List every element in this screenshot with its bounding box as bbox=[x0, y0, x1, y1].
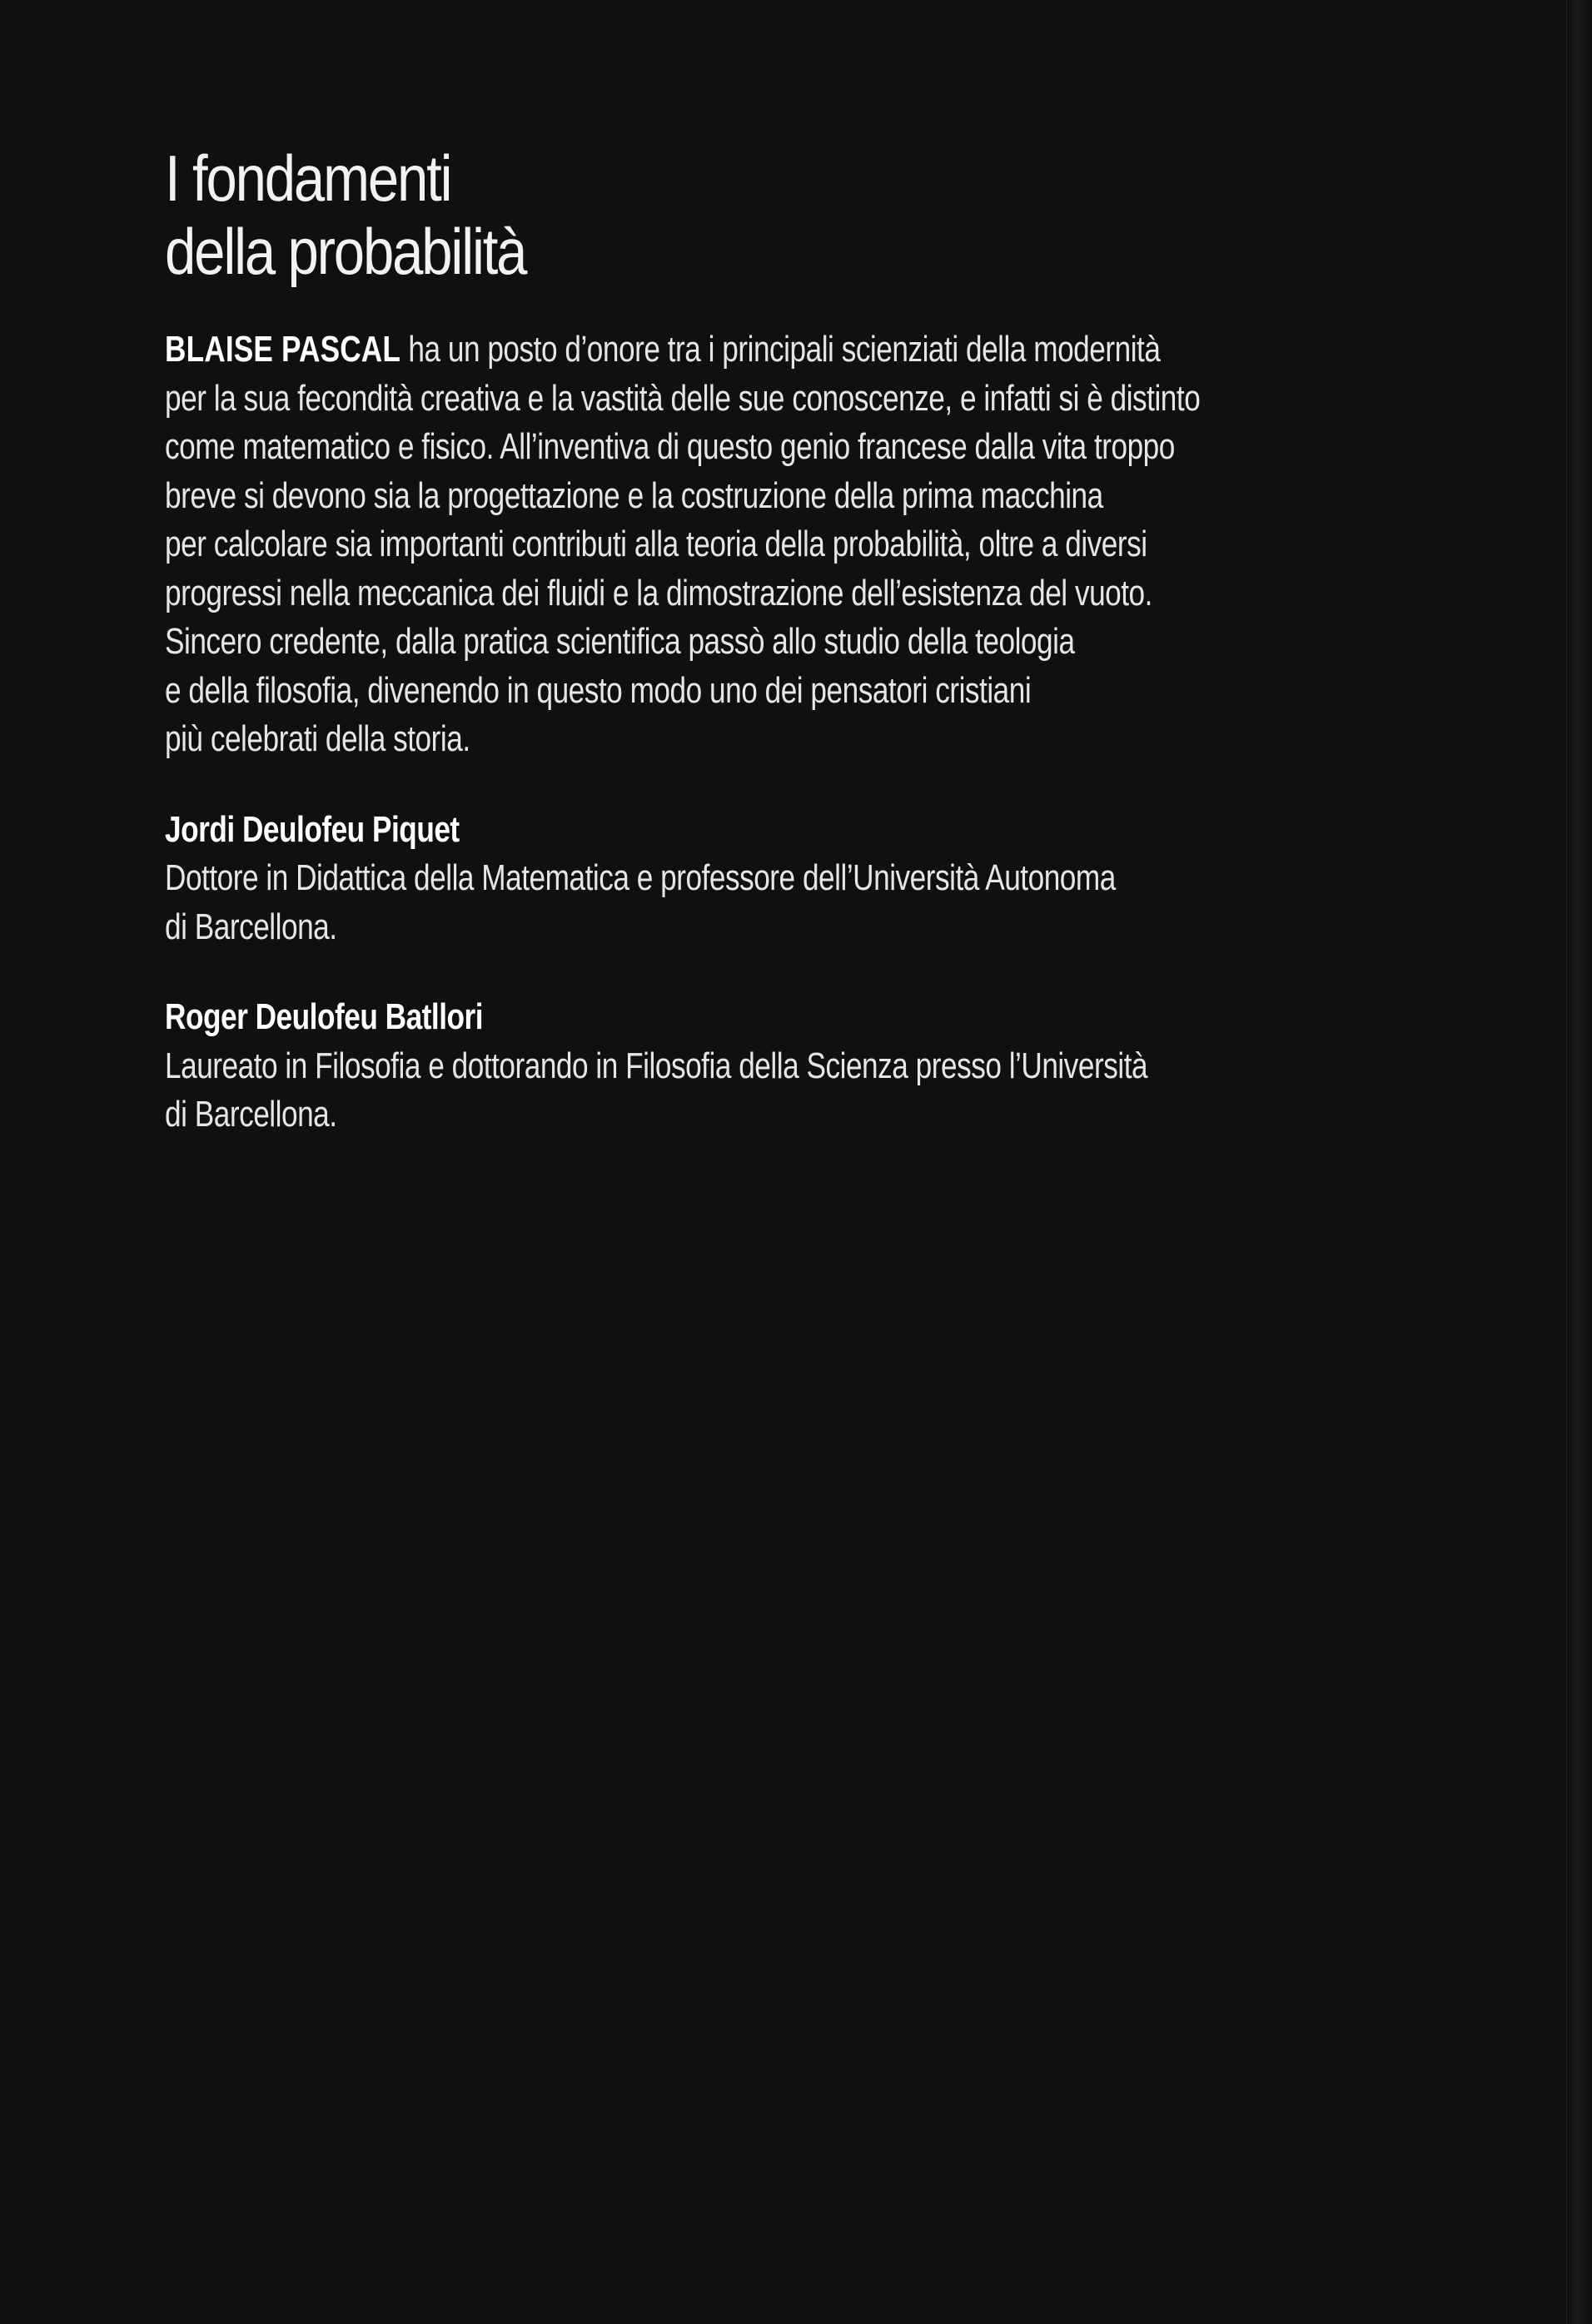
author-bio-line: di Barcellona. bbox=[165, 906, 337, 947]
author-bio bbox=[165, 993, 1177, 1140]
book-title-line-1: I fondamenti bbox=[165, 142, 451, 215]
description-line: per calcolare sia importanti contributi alla teoria della probabilità, oltre a diversi bbox=[165, 524, 1147, 564]
author-bio-line: Dottore in Didattica della Matematica e professore dell’Università Autonoma bbox=[165, 857, 1116, 898]
description-line bbox=[165, 325, 1177, 375]
author-bio bbox=[165, 806, 1177, 952]
description-line: progressi nella meccanica dei fluidi e la dimostrazione dell’esistenza del vuoto. bbox=[165, 572, 1152, 613]
description-line: breve si devono sia la progettazione e la costruzione della prima macchina bbox=[165, 474, 1103, 516]
description-line: come matematico e fisico. All’inventiva di questo genio francese dalla vita troppo bbox=[165, 426, 1175, 467]
description-line: Sincero credente, dalla pratica scientifica passò allo studio della teologia bbox=[165, 621, 1075, 662]
description-line: per la sua fecondità creativa e la vastità delle sue conoscenze, e infatti si è distinto bbox=[165, 377, 1201, 419]
description-line: più celebrati della storia. bbox=[165, 718, 470, 759]
book-title-line-2: della probabilità bbox=[165, 215, 526, 288]
author-bio-line: Laureato in Filosofia e dottorando in Filosofia della Scienza presso l’Università bbox=[165, 1045, 1148, 1086]
cover-edge bbox=[1566, 0, 1592, 2324]
subject-name: BLAISE PASCAL bbox=[165, 329, 401, 370]
back-cover-text bbox=[165, 142, 1430, 1140]
description-line: e della filosofia, divenendo in questo modo uno dei pensatori cristiani bbox=[165, 669, 1032, 711]
book-title bbox=[165, 142, 1253, 288]
description-line-text: ha un posto d’onore tra i principali scienziati della modernità bbox=[400, 329, 1161, 370]
author-name: Jordi Deulofeu Piquet bbox=[165, 808, 460, 850]
author-name: Roger Deulofeu Batllori bbox=[165, 996, 484, 1037]
subject-description bbox=[165, 325, 1201, 764]
author-bio-line: di Barcellona. bbox=[165, 1094, 337, 1135]
